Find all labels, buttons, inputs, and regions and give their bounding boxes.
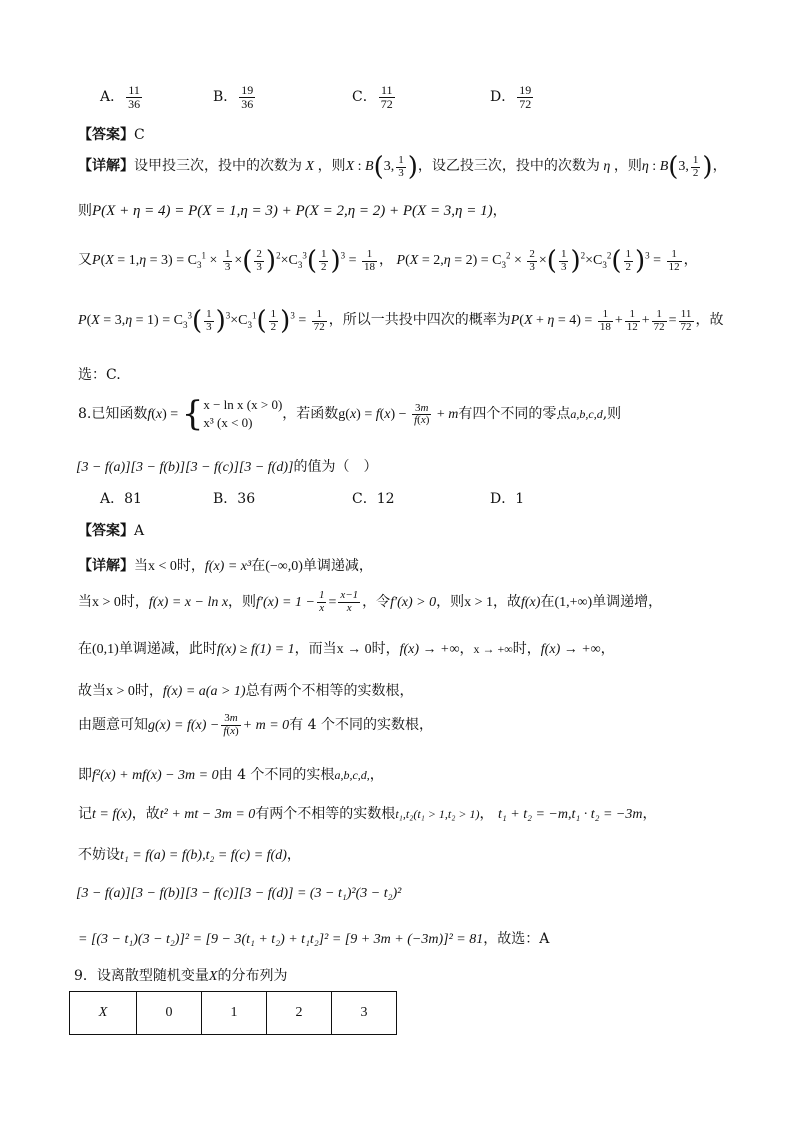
q8-answer: 【答案】A	[78, 523, 145, 539]
q8-options	[100, 488, 620, 510]
q7-detail-line1: 【详解】设甲投三次，投中的次数为 X ，则X : B(3, $\frac{1}{3}$ )，设乙投三次，投中的次数为 η ，则η : B(3, $\frac{1}{2}$ )，	[78, 152, 727, 182]
q8-detail-line8: 不妨设t₁ = f(a) = f(b),t₂ = f(c) = f(d)，	[78, 847, 301, 863]
q8-option-b: B．36	[213, 491, 256, 507]
q7-option-c: C． $\frac{11}{72}$	[352, 83, 393, 111]
q8-detail-line5: 由题意可知g(x) = f(x) − $\frac{3m}{f(x)}$ + m = 0有 4 个不同的实数根，	[78, 712, 433, 737]
q7-detail-line4: $P(X = 3,\eta = 1) = C_3^3$( $\frac{1}{3}$ )$^3\times C_3^1$( $\frac{1}{2}$ )$^3$ = $\frac{1}{72}$ ，所以一共投中四次的概率为P(X + η = 4) = $\frac{1}{18}$ + $\frac{1}{12}$ + $\frac{1}{72}$ = $\frac{11}{72}$ ，故	[78, 306, 724, 336]
q9-stem: 9．设离散型随机变量X的分布列为	[74, 968, 288, 984]
q8-option-d: D．1	[490, 491, 525, 507]
q8-detail-line4: 故当x > 0时，f(x) = a(a > 1)总有两个不相等的实数根，	[78, 683, 414, 699]
table-cell: 1	[202, 992, 267, 1035]
q8-detail-line6: 即f²(x) + mf(x) − 3m = 0由 4 个不同的实根a,b,c,d,，	[78, 767, 384, 783]
table-cell: 3	[332, 992, 397, 1035]
q8-option-c: C．12	[352, 491, 395, 507]
q7-detail-line5: 选：C.	[78, 367, 121, 383]
q8-detail-line9: [3 − f(a)][3 − f(b)][3 − f(c)][3 − f(d)] = (3 − t₁)²(3 − t₂)²	[76, 886, 402, 901]
q7-option-a: A． $\frac{11}{36}$	[100, 83, 141, 111]
q8-option-a: A．81	[100, 491, 142, 507]
q7-options	[100, 78, 660, 116]
q8-detail-line3: 在(0,1)单调递减，此时f(x) ≥ f(1) = 1，而当x → 0时，f(x) → +∞，x → +∞时，f(x) → +∞，	[78, 641, 615, 657]
table-cell: 2	[267, 992, 332, 1035]
table-cell: 0	[137, 992, 202, 1035]
q8-stem-line2: [3 − f(a)][3 − f(b)][3 − f(c)][3 − f(d)]的值为（ ）	[76, 459, 378, 475]
q7-answer: 【答案】C	[78, 127, 145, 143]
table-cell: X	[70, 992, 137, 1035]
q8-detail-line1: 【详解】当x < 0时，f(x) = x³在(−∞,0)单调递减，	[78, 558, 373, 574]
distribution-table	[69, 991, 397, 1035]
q7-detail-line2: 则P(X + η = 4) = P(X = 1,η = 3) + P(X = 2,η = 2) + P(X = 3,η = 1)，	[78, 203, 507, 219]
q7-detail-line3: 又$P(X = 1,\eta = 3) = C_3^1$ × $\frac{1}{3}$ ×( $\frac{2}{3}$ )$^2\times C_3^3$( $\frac{1}{2}$ )$^3$ = $\frac{1}{18}$ ， $P(X = 2,\eta = 2) = C_3^2$ × $\frac{2}{3}$ ×( $\frac{1}{3}$ )$^2\times C_3^2$( $\frac{1}{2}$ )$^3$ = $\frac{1}{12}$ ，	[78, 246, 698, 276]
q8-detail-line2: 当x > 0时，f(x) = x − ln x，则f′(x) = 1 − $\frac{1}{x}$ = $\frac{x-1}{x}$ ，令f′(x) > 0，则x > 1，故f(x)在(1,+∞)单调递增，	[78, 589, 663, 614]
q8-detail-line7: 记t = f(x)，故t² + mt − 3m = 0有两个不相等的实数根t₁,t₂(t₁ > 1,t₂ > 1)， t₁ + t₂ = −m,t₁ · t₂ = −3m，	[78, 806, 657, 822]
q8-detail-line10: = [(3 − t₁)(3 − t₂)]² = [9 − 3(t₁ + t₂) + t₁t₂]² = [9 + 3m + (−3m)]² = 81，故选：A	[78, 931, 550, 947]
table-row	[70, 992, 397, 1035]
q7-option-b: B． $\frac{19}{36}$	[213, 83, 254, 111]
q8-stem-line1: 8.已知函数f(x) = { x − ln x (x > 0) x³ (x < 0) ，若函数g(x) = f(x) − $\frac{3m}{f(x)}$ + m有四个不同的零点a,b,c,d,则	[78, 394, 622, 435]
q7-option-d: D． $\frac{19}{72}$	[490, 83, 532, 111]
